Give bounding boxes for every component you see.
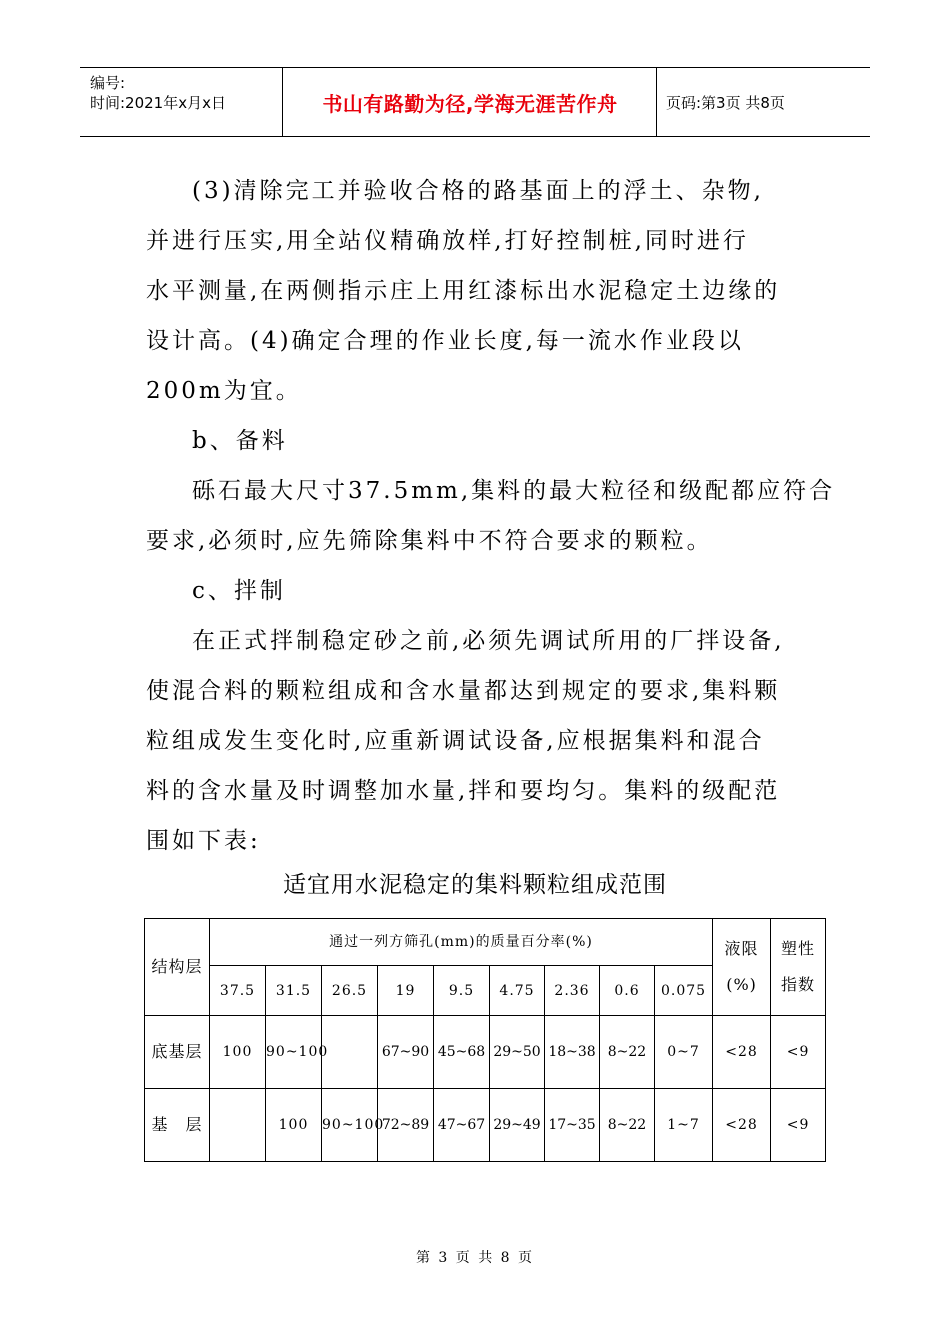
paragraph-line: 料的含水量及时调整加水量,拌和要均匀。集料的级配范 (146, 778, 781, 804)
table-cell: 29~50 (490, 1016, 545, 1089)
header-liquid-limit (713, 919, 771, 1016)
header-structure-layer: 结构层 (145, 919, 210, 1016)
table-cell: 1~7 (655, 1089, 713, 1162)
row-name: 基 层 (145, 1089, 210, 1162)
plasticity-label: 塑性 (781, 939, 816, 958)
table-row (145, 1089, 826, 1162)
header-meta (80, 68, 283, 136)
paragraph-line: 在正式拌制稳定砂之前,必须先调试所用的厂拌设备, (192, 628, 785, 654)
table-cell: 90~100 (322, 1089, 378, 1162)
sieve-size: 9.5 (434, 966, 490, 1016)
paragraph-line: 使混合料的颗粒组成和含水量都达到规定的要求,集料颗 (146, 678, 781, 704)
table-cell: 47~67 (434, 1089, 490, 1162)
paragraph-line: (3)清除完工并验收合格的路基面上的浮土、杂物, (192, 178, 764, 204)
table-cell: 8~22 (600, 1016, 655, 1089)
header-pass-rate: 通过一列方筛孔(mm)的质量百分率(%) (210, 919, 713, 966)
sieve-size: 2.36 (545, 966, 600, 1016)
number-label: 编号: (90, 74, 126, 92)
page-header (80, 67, 870, 137)
page-info-text: 页码:第3页 共8页 (666, 93, 785, 112)
paragraph-line: 要求,必须时,应先筛除集料中不符合要求的颗粒。 (146, 528, 713, 554)
grading-table (144, 918, 826, 1162)
time-label: 时间:2021年x月x日 (90, 94, 226, 112)
sieve-size: 37.5 (210, 966, 266, 1016)
row-name: 底基层 (145, 1016, 210, 1089)
section-heading-c: c、拌制 (192, 578, 286, 604)
liquid-limit-label: 液限 (724, 939, 759, 958)
plasticity-label-2: 指数 (781, 975, 816, 994)
table-cell: 72~89 (378, 1089, 434, 1162)
sieve-size: 26.5 (322, 966, 378, 1016)
header-motto (284, 68, 657, 136)
page-footer: 第 3 页 共 8 页 (415, 1250, 535, 1266)
table-cell: 8~22 (600, 1089, 655, 1162)
table-cell (210, 1089, 266, 1162)
header-plasticity-index (771, 919, 826, 1016)
table-cell (322, 1016, 378, 1089)
sieve-size: 4.75 (490, 966, 545, 1016)
table-cell: 45~68 (434, 1016, 490, 1089)
sieve-size: 19 (378, 966, 434, 1016)
table-cell: 67~90 (378, 1016, 434, 1089)
sieve-size: 0.075 (655, 966, 713, 1016)
paragraph-line: 水平测量,在两侧指示庄上用红漆标出水泥稳定土边缘的 (146, 278, 781, 304)
table-cell: 90~100 (266, 1016, 322, 1089)
paragraph-line: 200m为宜。 (146, 378, 302, 404)
motto-text: 书山有路勤为径,学海无涯苦作舟 (322, 91, 618, 116)
table-row (145, 1016, 826, 1089)
paragraph-line: 围如下表: (146, 828, 261, 854)
paragraph-line: 并进行压实,用全站仪精确放样,打好控制桩,同时进行 (146, 228, 749, 254)
table-cell: 0~7 (655, 1016, 713, 1089)
liquid-limit-unit: (%) (726, 975, 757, 994)
paragraph-line: 设计高。(4)确定合理的作业长度,每一流水作业段以 (146, 328, 744, 354)
section-heading-b: b、备料 (192, 428, 288, 454)
table-cell: 100 (266, 1089, 322, 1162)
plasticity-cell: <9 (771, 1016, 826, 1089)
liquid-limit-cell: <28 (713, 1089, 771, 1162)
table-cell: 29~49 (490, 1089, 545, 1162)
liquid-limit-cell: <28 (713, 1016, 771, 1089)
table-cell: 17~35 (545, 1089, 600, 1162)
sieve-size: 31.5 (266, 966, 322, 1016)
sieve-size: 0.6 (600, 966, 655, 1016)
paragraph-line: 砾石最大尺寸37.5mm,集料的最大粒径和级配都应符合 (192, 478, 836, 504)
plasticity-cell: <9 (771, 1089, 826, 1162)
table-cell: 100 (210, 1016, 266, 1089)
header-page-info (658, 68, 870, 136)
paragraph-line: 粒组成发生变化时,应重新调试设备,应根据集料和混合 (146, 728, 765, 754)
table-title: 适宜用水泥稳定的集料颗粒组成范围 (283, 872, 667, 898)
table-cell: 18~38 (545, 1016, 600, 1089)
